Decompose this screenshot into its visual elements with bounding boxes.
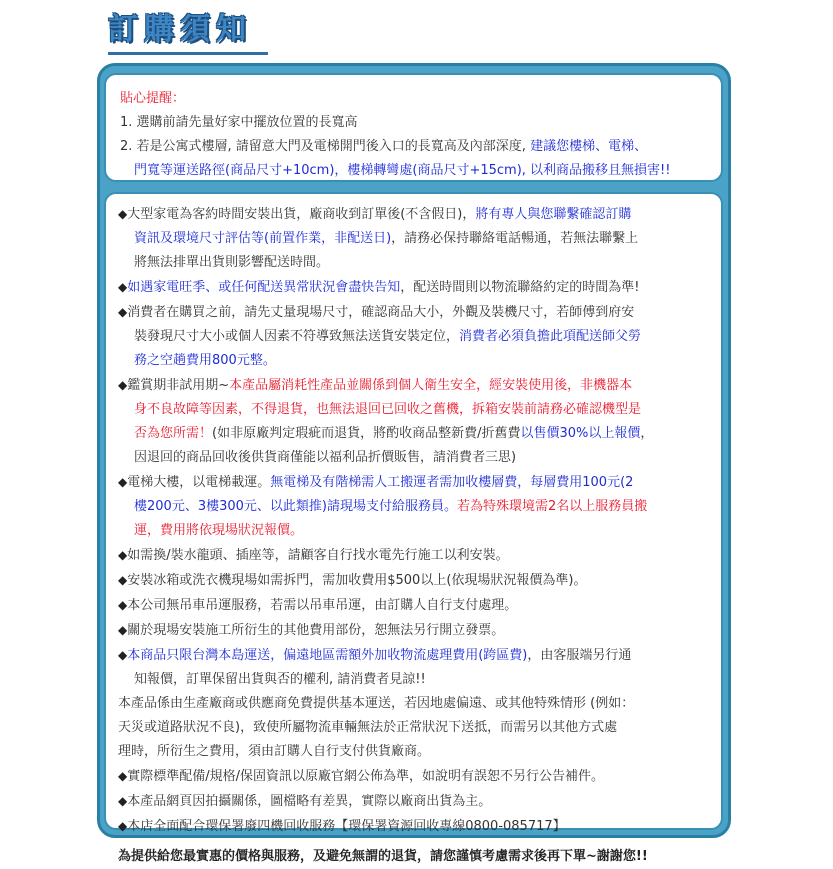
tips-box [104, 73, 723, 182]
note-text: 安裝冰箱或洗衣機現場如需拆門，需加收費用$500以上(依現場狀況報價為準)。 [127, 573, 587, 588]
note-item [118, 373, 711, 398]
note-item [118, 593, 711, 618]
note-cont: 因退回的商品回收後供貨商僅能以福利品折價販售，請消費者三思) [134, 450, 517, 465]
note-text: ，請務必保持聯絡電話暢通，若無法聯繫上 [391, 231, 639, 246]
note-highlight: 無電梯及有階梯需人工搬運者需加收樓層費，每層費用100元(2 [270, 475, 634, 490]
note-cont [118, 227, 711, 251]
note-item [118, 789, 711, 814]
note-item [118, 814, 711, 839]
note-cont: 身不良故障等因素，不得退貨，也無法退回已回收之舊機，拆箱安裝前請務必確認機型是 [134, 402, 642, 417]
note-item [118, 568, 711, 593]
bullet-icon: ◆ [118, 305, 128, 319]
note-cont [118, 495, 711, 519]
note-text: 本店全面配合環保署廢四機回收服務【環保署資源回收專線0800-085717】 [127, 819, 566, 834]
note-highlight: 如遇家電旺季、或任何配送異常狀況會盡快告知 [127, 280, 401, 295]
note-text: 大型家電為客約時間安裝出貨，廠商收到訂單後(不含假日)， [127, 207, 476, 222]
note-text: 鑑賞期非試用期~ [127, 378, 230, 393]
bullet-icon: ◆ [118, 280, 128, 294]
note-item [118, 470, 711, 495]
tip-item-2 [120, 135, 709, 159]
note-text: 關於現場安裝施工所衍生的其他費用部份，恕無法另行開立發票。 [127, 623, 505, 638]
note-highlight: 資訊及環境尺寸評估等(前置作業，非配送日) [134, 231, 392, 246]
note-highlight: 本商品只限台灣本島運送，偏遠地區需額外加收物流處理費用(跨區費) [127, 648, 528, 663]
note-item [118, 275, 711, 300]
note-item [118, 764, 711, 789]
note-text: 裝發現尺寸大小或個人因素不符導致無法送貨安裝定位， [134, 329, 460, 344]
bullet-icon: ◆ [118, 573, 128, 587]
note-text: 電梯大樓，以電梯載運。 [127, 475, 271, 490]
note-text: 本產品係由生產廠商或供應商免費提供基本運送，若因地處偏遠、或其他特殊情形 (例如： [118, 696, 635, 711]
note-cont: 理時，所衍生之費用，須由訂購人自行支付供貨廠商。 [118, 744, 431, 759]
bullet-icon: ◆ [118, 378, 128, 392]
note-text: 消費者在購買之前，請先丈量現場尺寸，確認商品大小，外觀及裝機尺寸，若師傅到府安 [127, 305, 635, 320]
tip-item-2-highlight: 建議您樓梯、電梯、 [530, 139, 648, 154]
bullet-icon: ◆ [118, 623, 128, 637]
note-item [118, 543, 711, 568]
note-cont: 知報價，訂單保留出貨與否的權利, 請消費者見諒!! [134, 672, 426, 687]
tip-item-2-cont: 門寬等運送路徑(商品尺寸+10cm)，樓梯轉彎處(商品尺寸+15cm), 以利商品搬移且無損害!! [134, 163, 671, 178]
note-warning: 本產品屬消耗性產品並關係到個人衛生安全，經安裝使用後，非機器本 [229, 378, 633, 393]
note-warning: 否為您所需！ [134, 426, 213, 441]
title-block [108, 10, 268, 55]
note-text: ，配送時間則以物流聯絡約定的時間為準! [400, 280, 640, 295]
closing-note: 為提供給您最實惠的價格與服務，及避免無謂的退貨，請您謹慎考慮需求後再下單~謝謝您!! [118, 849, 648, 864]
note-text: ， [640, 426, 654, 441]
note-cont: 務之空趟費用800元整。 [134, 353, 276, 368]
page-title: 訂購須知 [108, 12, 252, 47]
bullet-icon: ◆ [118, 648, 128, 662]
note-text: 本產品網頁因拍攝關係，圖檔略有差異，實際以廠商出貨為主。 [127, 794, 492, 809]
note-highlight: 樓200元、3樓300元、以此類推)請現場支付給服務員。 [134, 499, 457, 514]
note-item [118, 300, 711, 325]
bullet-icon: ◆ [118, 794, 128, 808]
note-cont [118, 325, 711, 349]
note-item [118, 692, 711, 716]
tip-item-1: 1. 選購前請先量好家中擺放位置的長寬高 [120, 115, 358, 130]
note-text: ，由客服端另行通 [527, 648, 632, 663]
note-cont: 天災或道路狀況不良)，致使所屬物流車輛無法於正常狀況下送抵，而需另以其他方式處 [118, 720, 618, 735]
note-text: (如非原廠判定瑕疵而退貨，將酌收商品整新費/折舊費 [212, 426, 521, 441]
note-cont: 運，費用將依現場狀況報價。 [134, 523, 304, 538]
note-item [118, 618, 711, 643]
note-text: 本公司無吊車吊運服務，若需以吊車吊運，由訂購人自行支付處理。 [127, 598, 518, 613]
note-highlight: 消費者必須負擔此項配送師父勞 [459, 329, 642, 344]
bullet-icon: ◆ [118, 475, 128, 489]
bullet-icon: ◆ [118, 207, 128, 221]
note-cont [118, 422, 711, 446]
note-highlight: 將有專人與您聯繫確認訂購 [475, 207, 632, 222]
bullet-icon: ◆ [118, 769, 128, 783]
note-item [118, 643, 711, 668]
bullet-icon: ◆ [118, 548, 128, 562]
bullet-icon: ◆ [118, 819, 128, 833]
note-text: 如需換/裝水龍頭、插座等，請顧客自行找水電先行施工以利安裝。 [127, 548, 509, 563]
tip-item-2-text: 2. 若是公寓式樓層, 請留意大門及電梯開門後入口的長寬高及內部深度, [120, 139, 531, 154]
bullet-icon: ◆ [118, 598, 128, 612]
tips-heading: 貼心提醒： [120, 91, 186, 106]
title-underline [108, 52, 268, 55]
note-item [118, 202, 711, 227]
notes-box [104, 192, 723, 864]
note-cont: 將無法排單出貨則影響配送時間。 [134, 255, 330, 270]
note-warning: 若為特殊環境需2名以上服務員搬 [456, 499, 648, 514]
note-text: 實際標準配備/規格/保固資訊以原廠官網公佈為準，如說明有誤恕不另行公告補件。 [127, 769, 604, 784]
note-highlight: 以售價30%以上報價 [520, 426, 641, 441]
